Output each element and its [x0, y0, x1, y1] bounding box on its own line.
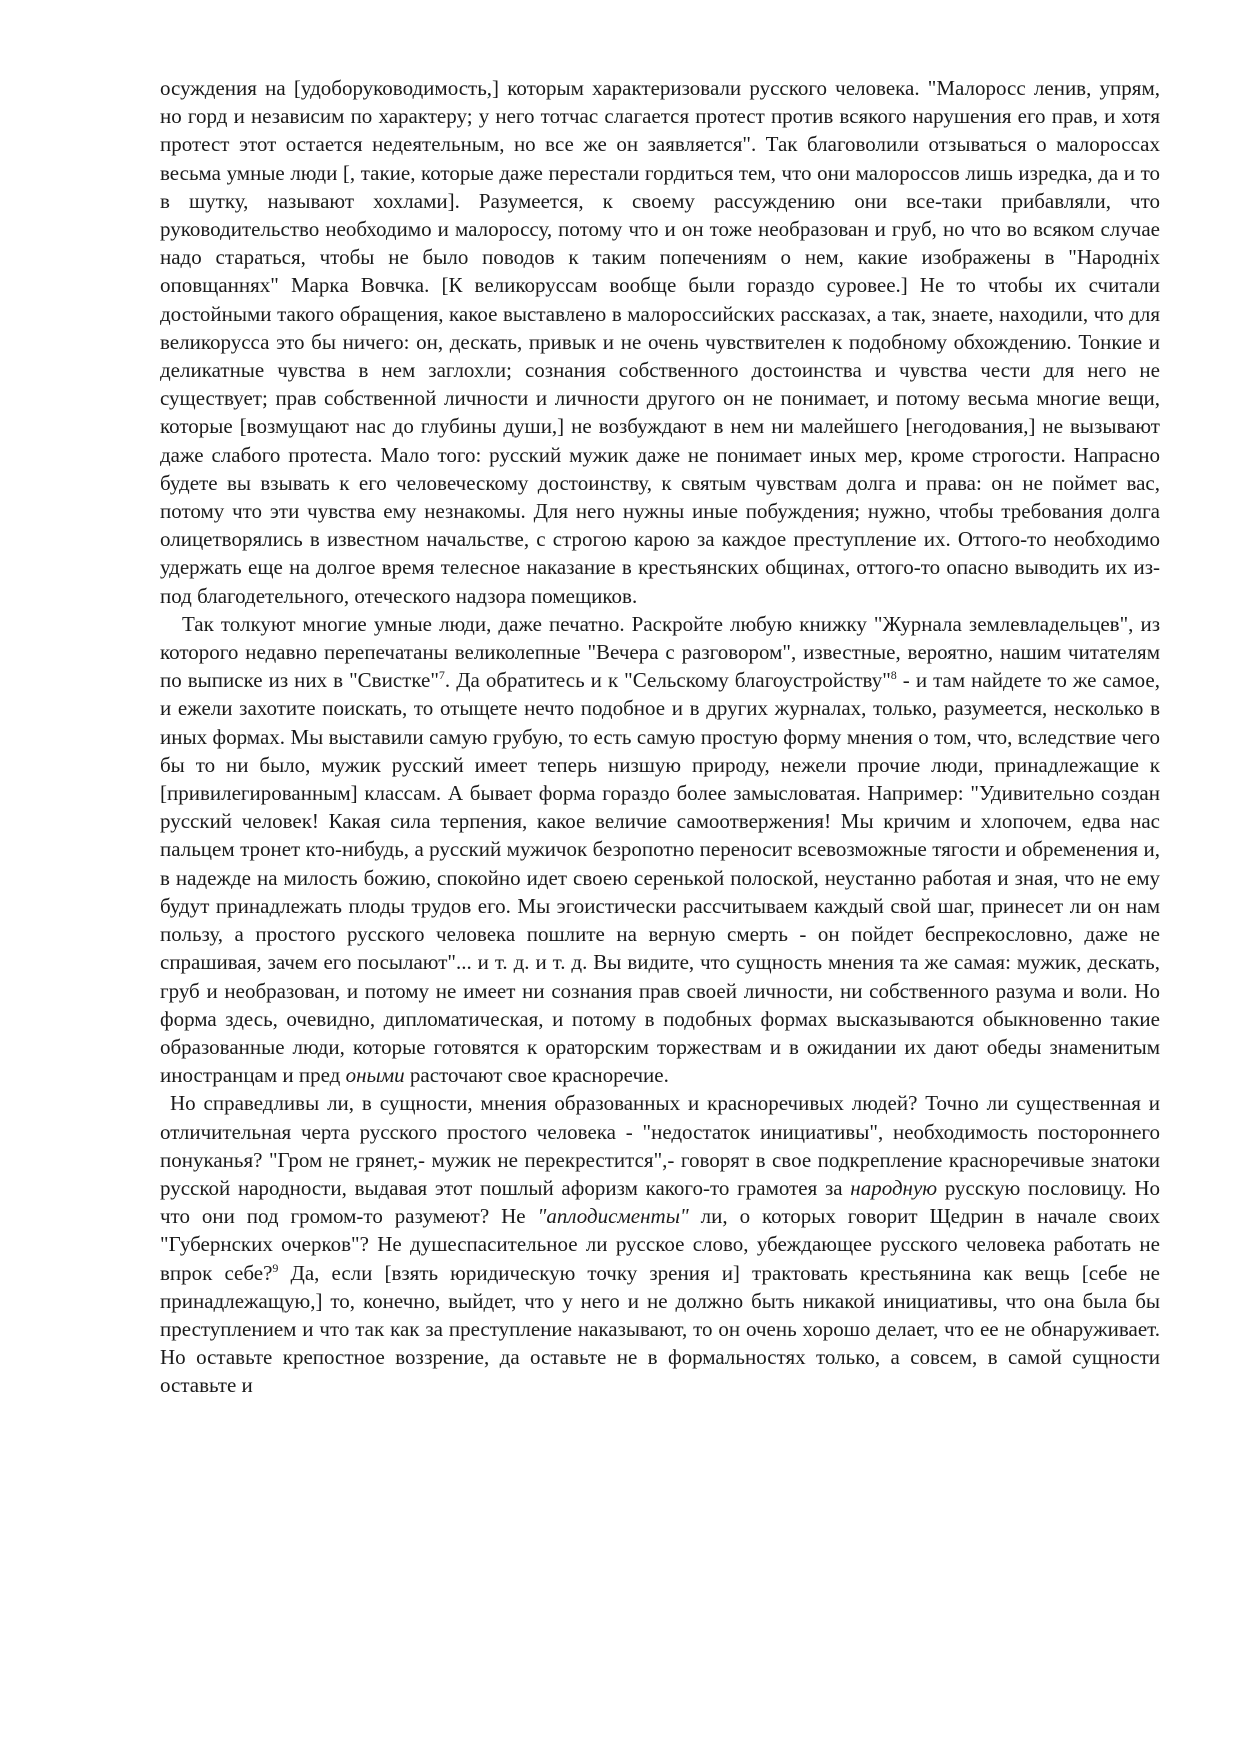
footnote-marker-7: 7 — [438, 668, 445, 683]
italic-word-aplodismenty: "аплодисменты" — [537, 1204, 689, 1229]
paragraph-2-text-c: - и там найдете то же самое, и ежели захотите поискать, то отыщете нечто подобное и в других журналах, только, разумеется, несколько в иных формах. Мы выставили самую грубую, то есть самую простую форму мнения о том, что, вследствие чего бы то ни было, мужик русский имеет теперь низшую природу, нежели прочие люди, принадлежащие к [привилегированным] классам. А бывает форма гораздо более замысловатая. Например: "Удивительно создан русский человек! Какая сила терпения, какое величие самоотвержения! Мы кричим и хлопочем, едва нас пальцем тронет кто-нибудь, а русский мужичок безропотно переносит всевозможные тягости и обременения и, в надежде на милость божию, спокойно идет своею серенькой полоской, неустанно работая и зная, что не ему будут принадлежать плоды трудов его. Мы эгоистически рассчитываем каждый свой шаг, принесет ли он нам пользу, а простого русского человека пошлите на верную смерть - он пойдет беспрекословно, даже не спрашивая, зачем его посылают"... и т. д. и т. д. Вы видите, что сущность мнения та же самая: мужик, дескать, груб и необразован, и потому не имеет ни сознания прав своей личности, ни собственного разума и воли. Но форма здесь, очевидно, дипломатическая, и потому в подобных формах высказываются обыкновенно такие образованные люди, которые готовятся к ораторским торжествам и в ожидании их дают обеды знаменитым иностранцам и пред — [160, 668, 1160, 1088]
paragraph-2 — [160, 610, 1160, 1089]
document-text — [160, 74, 1160, 1400]
paragraph-1-text: осуждения на [удоборуководимость,] которым характеризовали русского человека. "Малоросс ленив, упрям, но горд и независим по характеру; у него тотчас слагается протест против всякого нарушения его прав, и хотя протест этот остается недеятельным, но все же он заявляется". Так благоволили отзываться о малороссах весьма умные люди [, такие, которые даже перестали гордиться тем, что они малороссов лишь изредка, да и то в шутку, называют хохлами]. Разумеется, к своему рассуждению они все-таки прибавляли, что руководительство необходимо и малороссу, потому что и он тоже необразован и груб, но что во всяком случае надо стараться, чтобы не было поводов к таким попечениям о нем, какие изображены в "Народнiх оповщаннях" Марка Вовчка. [К великоруссам вообще были гораздо суровее.] Не то чтобы их считали достойными такого обращения, какое выставлено в малороссийских рассказах, а так, знаете, находили, что для великорусса это бы ничего: он, дескать, привык и не очень чувствителен к подобному обхождению. Тонкие и деликатные чувства в нем заглохли; сознания собственного достоинства и чувства чести для него не существует; прав собственной личности и личности другого он не понимает, и потому весьма многие вещи, которые [возмущают нас до глубины души,] не возбуждают в нем ни малейшего [негодования,] не вызывают даже слабого протеста. Мало того: русский мужик даже не понимает иных мер, кроме строгости. Напрасно будете вы взывать к его человеческому достоинству, к святым чувствам долга и права: он не поймет вас, потому что эти чувства ему незнакомы. Для него нужны иные побуждения; нужно, чтобы требования долга олицетворялись в известном начальстве, с строгою карою за каждое преступление их. Оттого-то необходимо удержать еще на долгое время телесное наказание в крестьянских общинах, оттого-то опасно выводить их из-под благодетельного, отеческого надзора помещиков. — [160, 76, 1160, 608]
paragraph-2-text-b: . Да обратитесь и к "Сельскому благоустройству" — [444, 668, 891, 693]
footnote-marker-8: 8 — [890, 668, 897, 683]
paragraph-3-text-d: Да, если [взять юридическую точку зрения и] трактовать крестьянина как вещь [себе не принадлежащую,] то, конечно, выйдет, что у него и не должно быть никакой инициативы, что она была бы преступлением и что так как за преступление наказывают, то он очень хорошо делает, что ее не обнаруживает. Но оставьте крепостное воззрение, да оставьте не в формальностях только, а совсем, в самой сущности оставьте и — [160, 1260, 1160, 1398]
footnote-marker-9: 9 — [272, 1260, 279, 1275]
paragraph-3 — [160, 1089, 1160, 1399]
paragraph-3-text-c: ли, о которых говорит Щедрин в начале своих "Губернских очерков"? Не душеспасительное ли русское слово, убеждающее русского человека работать не впрок себе? — [160, 1204, 1160, 1285]
paragraph-3-text-b: русскую пословицу. Но что они под громом-то разумеют? Не — [160, 1175, 1160, 1229]
paragraph-1 — [160, 74, 1160, 610]
italic-word-narodnuyu: народную — [850, 1175, 938, 1200]
paragraph-2-text-a: Так толкуют многие умные люди, даже печатно. Раскройте любую книжку "Журнала землевладельцев", из которого недавно перепечатаны великолепные "Вечера с разговором", известные, вероятно, нашим читателям по выписке из них в "Свистке" — [160, 611, 1160, 693]
paragraph-2-text-d: расточают свое красноречие. — [404, 1063, 669, 1088]
paragraph-3-text-a: Но справедливы ли, в сущности, мнения образованных и красноречивых людей? Точно ли существенная и отличительная черта русского простого человека - "недостаток инициативы", необходимость постороннего понуканья? "Гром не грянет,- мужик не перекрестится",- говорят в свое подкрепление красноречивые знатоки русской народности, выдавая этот пошлый афоризм какого-то грамотея за — [160, 1091, 1160, 1200]
italic-word-onymi: оными — [345, 1063, 405, 1088]
